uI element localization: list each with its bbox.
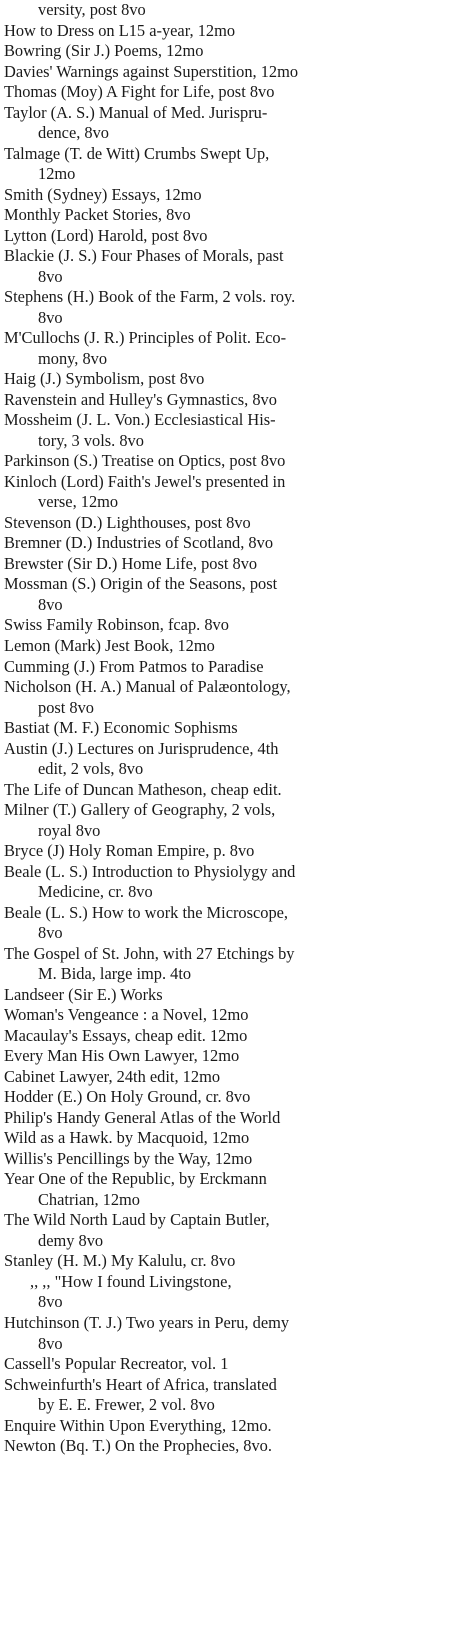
- catalogue-entry-line: Hutchinson (T. J.) Two years in Peru, demy: [4, 1313, 290, 1332]
- entry-continuation-line: 8vo: [38, 307, 63, 327]
- entry-continuation-line: dence, 8vo: [38, 123, 109, 143]
- catalogue-entry-line: Stevenson (D.) Lighthouses, post 8vo: [4, 512, 251, 532]
- catalogue-entry-line: Beale (L. S.) Introduction to Physiolygy and: [4, 861, 296, 881]
- catalogue-entry-line: Bremner (D.) Industries of Scotland, 8vo: [4, 533, 274, 553]
- catalogue-entry-line: Bastiat (M. F.) Economic Sophisms: [4, 718, 238, 738]
- entry-continuation-line: 8vo: [38, 1333, 63, 1353]
- entry-continuation-line: 12mo: [38, 164, 76, 184]
- catalogue-entry-line: Philip's Handy General Atlas of the World: [4, 1107, 281, 1127]
- catalogue-entry-line: Newton (Bq. T.) On the Prophecies, 8vo.: [4, 1436, 272, 1456]
- catalogue-entry-line: Cumming (J.) From Patmos to Paradise: [4, 656, 264, 676]
- catalogue-entry-line: Blackie (J. S.) Four Phases of Morals, past: [4, 246, 284, 266]
- entry-continuation-line: 8vo: [38, 594, 63, 614]
- catalogue-entry-line: Stephens (H.) Book of the Farm, 2 vols. roy.: [4, 287, 296, 307]
- catalogue-entry-line: Brewster (Sir D.) Home Life, post 8vo: [4, 553, 258, 573]
- catalogue-entry-line: Every Man His Own Lawyer, 12mo: [4, 1046, 240, 1066]
- catalogue-entry-line: Bowring (Sir J.) Poems, 12mo: [4, 41, 204, 61]
- entry-continuation-line: post 8vo: [38, 697, 95, 717]
- catalogue-entry-line: Beale (L. S.) How to work the Microscope,: [4, 902, 289, 922]
- entry-continuation-line: mony, 8vo: [38, 348, 108, 368]
- catalogue-entry-line: Stanley (H. M.) My Kalulu, cr. 8vo: [4, 1251, 236, 1271]
- catalogue-entry-line: Macaulay's Essays, cheap edit. 12mo: [4, 1025, 248, 1045]
- entry-continuation-line: Medicine, cr. 8vo: [38, 882, 153, 902]
- entry-continuation-line: 8vo: [38, 1292, 63, 1312]
- catalogue-entry-line: The Gospel of St. John, with 27 Etchings by: [4, 943, 295, 963]
- entry-continuation-line: 8vo: [38, 923, 63, 943]
- entry-continuation-line: tory, 3 vols. 8vo: [38, 430, 144, 450]
- catalogue-entry-line: Swiss Family Robinson, fcap. 8vo: [4, 615, 229, 635]
- entry-continuation-line: demy 8vo: [38, 1230, 104, 1250]
- catalogue-entry-line: Enquire Within Upon Everything, 12mo.: [4, 1415, 272, 1435]
- catalogue-entry-line: How to Dress on L15 a-year, 12mo: [4, 20, 236, 40]
- catalogue-entry-line: Kinloch (Lord) Faith's Jewel's presented in: [4, 471, 286, 491]
- catalogue-entry-line: Hodder (E.) On Holy Ground, cr. 8vo: [4, 1087, 251, 1107]
- catalogue-entry-line: Wild as a Hawk. by Macquoid, 12mo: [4, 1128, 250, 1148]
- catalogue-entry-line: Smith (Sydney) Essays, 12mo: [4, 184, 202, 204]
- catalogue-entry-line: Schweinfurth's Heart of Africa, translated: [4, 1374, 277, 1394]
- entry-continuation-line: Chatrian, 12mo: [38, 1189, 140, 1209]
- catalogue-entry-line: Cassell's Popular Recreator, vol. 1: [4, 1354, 229, 1374]
- catalogue-entry-line: Parkinson (S.) Treatise on Optics, post 8vo: [4, 451, 286, 471]
- entry-continuation-line: ,, ,, "How I found Livingstone,: [30, 1271, 232, 1291]
- catalogue-entry-line: Year One of the Republic, by Erckmann: [4, 1169, 267, 1189]
- entry-continuation-line: 8vo: [38, 266, 63, 286]
- catalogue-entry-line: Mossheim (J. L. Von.) Ecclesiastical His-: [4, 410, 276, 430]
- catalogue-entry-line: M'Cullochs (J. R.) Principles of Polit. Eco-: [4, 328, 287, 348]
- catalogue-entry-line: Haig (J.) Symbolism, post 8vo: [4, 369, 205, 389]
- catalogue-entry-line: Talmage (T. de Witt) Crumbs Swept Up,: [4, 143, 270, 163]
- catalogue-entry-line: Lytton (Lord) Harold, post 8vo: [4, 225, 208, 245]
- catalogue-entry-line: Monthly Packet Stories, 8vo: [4, 205, 191, 225]
- catalogue-entry-line: Thomas (Moy) A Fight for Life, post 8vo: [4, 82, 275, 102]
- catalogue-entry-line: The Life of Duncan Matheson, cheap edit.: [4, 779, 282, 799]
- catalogue-entry-line: Taylor (A. S.) Manual of Med. Jurispru-: [4, 102, 268, 122]
- catalogue-entry-line: The Wild North Laud by Captain Butler,: [4, 1210, 270, 1230]
- catalogue-entry-line: Landseer (Sir E.) Works: [4, 984, 163, 1004]
- entry-continuation-line: verse, 12mo: [38, 492, 119, 512]
- catalogue-entry-line: Lemon (Mark) Jest Book, 12mo: [4, 635, 215, 655]
- catalogue-entry-line: Willis's Pencillings by the Way, 12mo: [4, 1148, 253, 1168]
- entry-continuation-line: royal 8vo: [38, 820, 101, 840]
- entry-continuation-line: versity, post 8vo: [38, 0, 146, 19]
- catalogue-entry-line: Cabinet Lawyer, 24th edit, 12mo: [4, 1066, 221, 1086]
- entry-continuation-line: M. Bida, large imp. 4to: [38, 964, 192, 984]
- catalogue-entry-line: Davies' Warnings against Superstition, 12mo: [4, 61, 299, 81]
- catalogue-entry-line: Ravenstein and Hulley's Gymnastics, 8vo: [4, 389, 277, 409]
- entry-continuation-line: by E. E. Frewer, 2 vol. 8vo: [38, 1395, 215, 1415]
- catalogue-entry-line: Austin (J.) Lectures on Jurisprudence, 4th: [4, 738, 279, 758]
- entry-continuation-line: edit, 2 vols, 8vo: [38, 759, 144, 779]
- catalogue-entry-line: Woman's Vengeance : a Novel, 12mo: [4, 1005, 249, 1025]
- catalogue-entry-line: Milner (T.) Gallery of Geography, 2 vols,: [4, 800, 276, 820]
- catalogue-entry-line: Mossman (S.) Origin of the Seasons, post: [4, 574, 278, 594]
- catalogue-entry-line: Nicholson (H. A.) Manual of Palæontology,: [4, 677, 291, 697]
- catalogue-entry-line: Bryce (J) Holy Roman Empire, p. 8vo: [4, 841, 255, 861]
